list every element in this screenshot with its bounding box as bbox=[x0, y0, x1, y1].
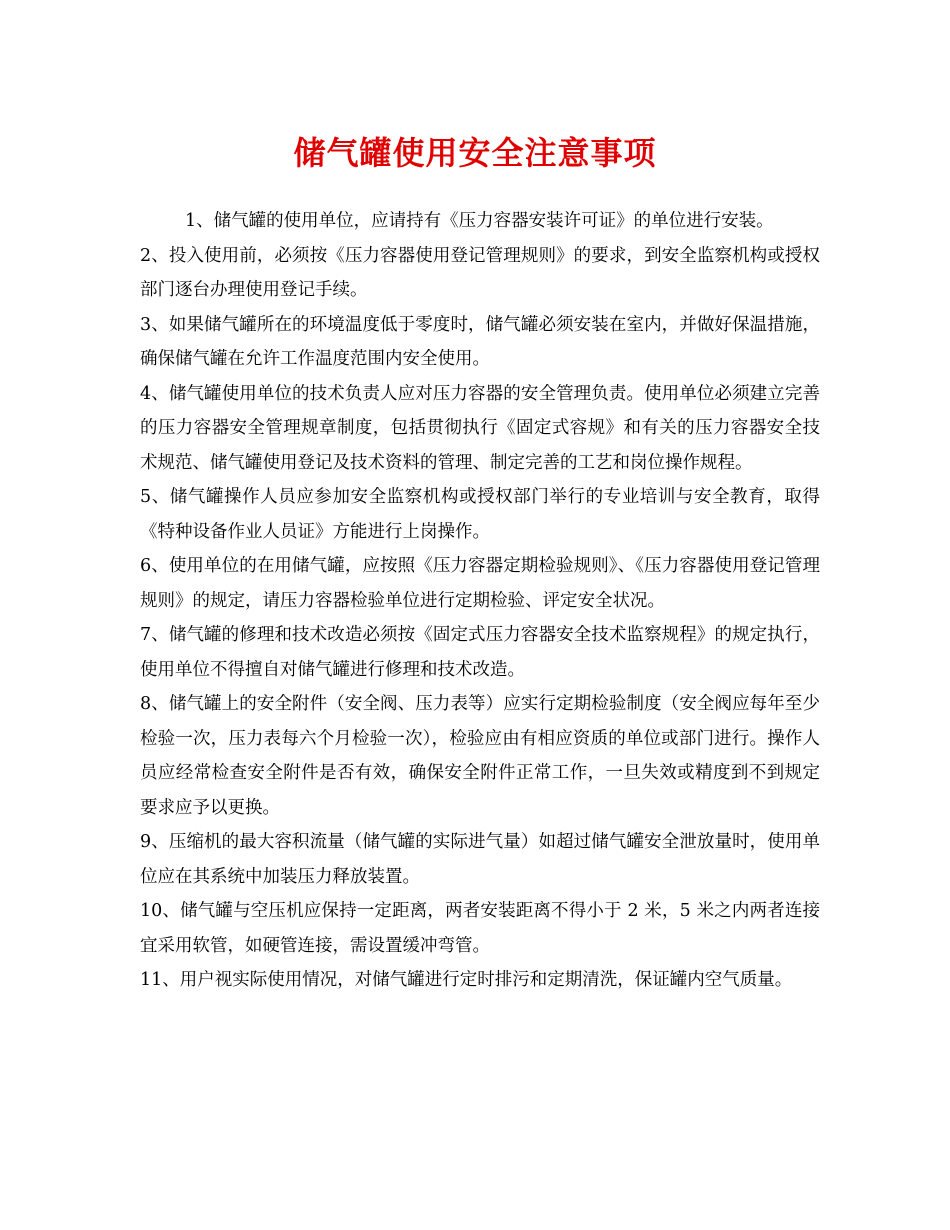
paragraph-item-11: 11、用户视实际使用情况，对储气罐进行定时排污和定期清洗，保证罐内空气质量。 bbox=[140, 970, 793, 990]
paragraph-item-8: 8、储气罐上的安全附件（安全阀、压力表等）应实行定期检验制度（安全阀应每年至少检验一次，压力表每六个月检验一次），检验应由有相应资质的单位或部门进行。操作人员应经常检查安全附件是否有效，确保安全附件正常工作，一旦失效或精度到不到规定要求应予以更换。 bbox=[140, 694, 820, 818]
paragraph-item-4: 4、储气罐使用单位的技术负责人应对压力容器的安全管理负责。使用单位必须建立完善的压力容器安全管理规章制度，包括贯彻执行《固定式容规》和有关的压力容器安全技术规范、储气罐使用登记及技术资料的管理、制定完善的工艺和岗位操作规程。 bbox=[140, 383, 820, 473]
paragraph-item-1: 1、储气罐的使用单位，应请持有《压力容器安装许可证》的单位进行安装。 bbox=[185, 211, 774, 231]
paragraph-item-9: 9、压缩机的最大容积流量（储气罐的实际进气量）如超过储气罐安全泄放量时，使用单位应在其系统中加装压力释放装置。 bbox=[140, 832, 820, 887]
paragraph-item-7: 7、储气罐的修理和技术改造必须按《固定式压力容器安全技术监察规程》的规定执行，使用单位不得擅自对储气罐进行修理和技术改造。 bbox=[140, 625, 820, 680]
paragraph-item-3: 3、如果储气罐所在的环境温度低于零度时，储气罐必须安装在室内，并做好保温措施，确保储气罐在允许工作温度范围内安全使用。 bbox=[140, 314, 820, 369]
paragraph-item-10: 10、储气罐与空压机应保持一定距离，两者安装距离不得小于 2 米，5 米之内两者连接宜采用软管，如硬管连接，需设置缓冲弯管。 bbox=[140, 901, 820, 956]
paragraph-item-6: 6、使用单位的在用储气罐，应按照《压力容器定期检验规则》、《压力容器使用登记管理规则》的规定，请压力容器检验单位进行定期检验、评定安全状况。 bbox=[140, 556, 820, 611]
paragraph-item-5: 5、储气罐操作人员应参加安全监察机构或授权部门举行的专业培训与安全教育，取得《特种设备作业人员证》方能进行上岗操作。 bbox=[140, 487, 820, 542]
document-body bbox=[140, 204, 820, 998]
document-title: 储气罐使用安全注意事项 bbox=[293, 134, 657, 172]
paragraph-item-2: 2、投入使用前，必须按《压力容器使用登记管理规则》的要求，到安全监察机构或授权部门逐台办理使用登记手续。 bbox=[140, 245, 820, 300]
